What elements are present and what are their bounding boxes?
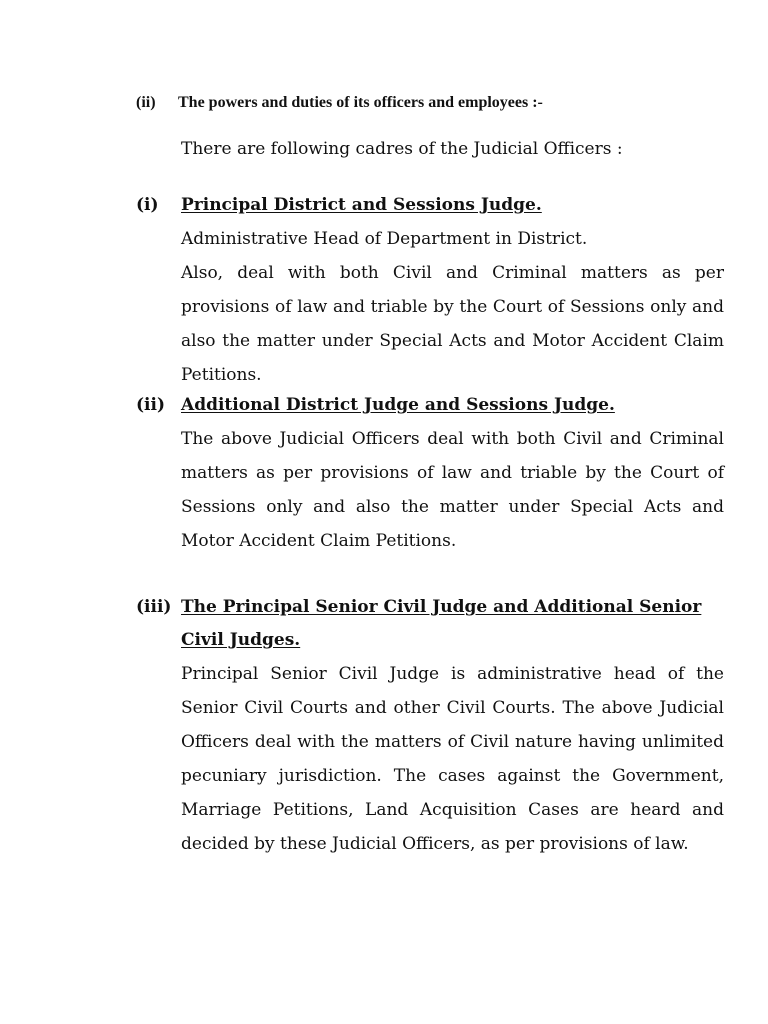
cadre-title: The Principal Senior Civil Judge and Additional Senior Civil Judges. [181,597,702,650]
section-heading-text: The powers and duties of its officers and employees :- [178,94,543,111]
cadre-paragraph: Principal Senior Civil Judge is administrative head of the Senior Civil Courts and other Civil Courts. The above Judicial Officers deal with the matters of Civil nature having unlimited pecuniary jurisdiction. The cases against the Government, Marriage Petitions, Land Acquisition Cases are heard and decided by these Judicial Officers, as per provisions of law. [181,664,724,854]
section-heading [136,94,543,112]
cadre-section-3 [136,591,724,861]
cadre-title: Principal District and Sessions Judge. [181,195,542,215]
cadre-number: (ii) [136,395,166,415]
cadre-paragraph: Administrative Head of Department in District. [181,229,588,249]
cadre-number: (iii) [136,597,172,617]
cadre-number: (i) [136,195,159,215]
section-heading-number: (ii) [136,94,156,111]
cadre-section-2 [136,389,724,558]
cadre-section-1 [136,189,724,392]
intro-text: There are following cadres of the Judicial Officers : [181,139,623,159]
cadre-paragraph: Also, deal with both Civil and Criminal matters as per provisions of law and triable by the Court of Sessions only and also the matter under Special Acts and Motor Accident Claim Petitions. [181,263,724,385]
cadre-title: Additional District Judge and Sessions Judge. [181,395,615,415]
cadre-paragraph: The above Judicial Officers deal with both Civil and Criminal matters as per provisions of law and triable by the Court of Sessions only and also the matter under Special Acts and Motor Accident Claim Petitions. [181,429,724,551]
